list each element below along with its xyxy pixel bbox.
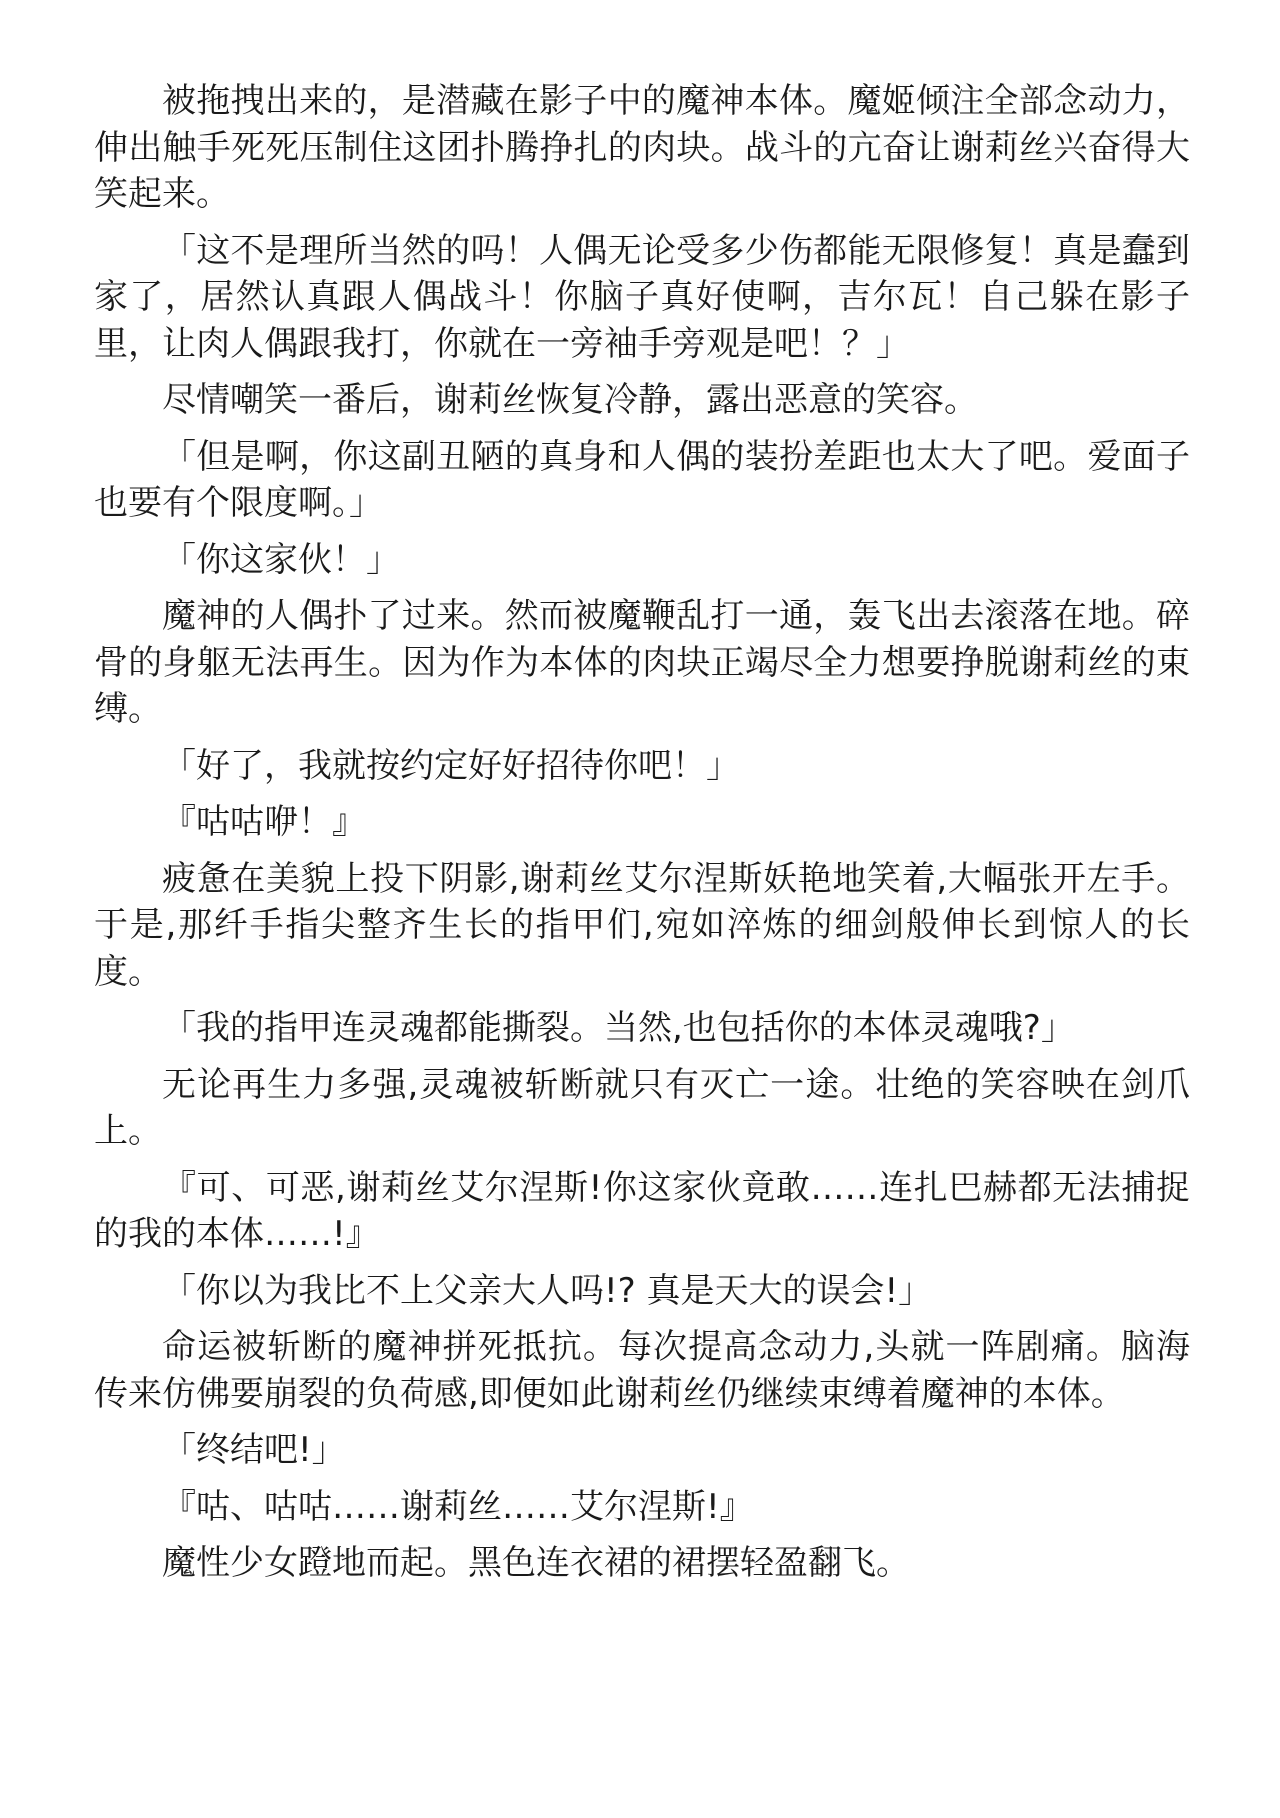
paragraph-11: 无论再生力多强,灵魂被斩断就只有灭亡一途。壮绝的笑容映在剑爪上。 [94, 1064, 1190, 1151]
paragraph-3: 尽情嘲笑一番后，谢莉丝恢复冷静，露出恶意的笑容。 [162, 380, 978, 420]
paragraph-1: 被拖拽出来的，是潜藏在影子中的魔神本体。魔姬倾注全部念动力，伸出触手死死压制住这团扑腾挣扎的肉块。战斗的亢奋让谢莉丝兴奋得大笑起来。 [94, 81, 1190, 214]
paragraph-5: 「你这家伙！」 [162, 539, 400, 580]
paragraph-9: 疲惫在美貌上投下阴影,谢莉丝艾尔涅斯妖艳地笑着,大幅张开左手。于是,那纤手指尖整齐生长的指甲们,宛如淬炼的细剑般伸长到惊人的长度。 [94, 858, 1190, 992]
paragraph-12: 『可、可恶,谢莉丝艾尔涅斯!你这家伙竟敢……连扎巴赫都无法捕捉的我的本体……!』 [94, 1167, 1190, 1254]
paragraph-7: 「好了，我就按约定好好招待你吧！」 [162, 745, 740, 786]
paragraph-16: 『咕、咕咕……谢莉丝……艾尔涅斯!』 [162, 1486, 754, 1527]
paragraph-6: 魔神的人偶扑了过来。然而被魔鞭乱打一通，轰飞出去滚落在地。碎骨的身躯无法再生。因为作为本体的肉块正竭尽全力想要挣脱谢莉丝的束缚。 [94, 596, 1190, 729]
paragraph-4: 「但是啊，你这副丑陋的真身和人偶的装扮差距也太大了吧。爱面子也要有个限度啊。」 [94, 436, 1190, 523]
paragraph-13: 「你以为我比不上父亲大人吗!? 真是天大的误会!」 [162, 1270, 933, 1311]
paragraph-14: 命运被斩断的魔神拼死抵抗。每次提高念动力,头就一阵剧痛。脑海传来仿佛要崩裂的负荷感,即便如此谢莉丝仍继续束缚着魔神的本体。 [94, 1327, 1190, 1414]
paragraph-8: 『咕咕咿！』 [162, 802, 366, 842]
body-text [94, 78, 1190, 1587]
paragraph-10: 「我的指甲连灵魂都能撕裂。当然,也包括你的本体灵魂哦?」 [162, 1008, 1075, 1048]
paragraph-15: 「终结吧!」 [162, 1430, 346, 1470]
paragraph-2: 「这不是理所当然的吗！人偶无论受多少伤都能无限修复！真是蠢到家了，居然认真跟人偶战斗！你脑子真好使啊，吉尔瓦！自己躲在影子里，让肉人偶跟我打，你就在一旁袖手旁观是吧！？」 [94, 230, 1190, 364]
paragraph-17: 魔性少女蹬地而起。黑色连衣裙的裙摆轻盈翻飞。 [162, 1543, 910, 1583]
